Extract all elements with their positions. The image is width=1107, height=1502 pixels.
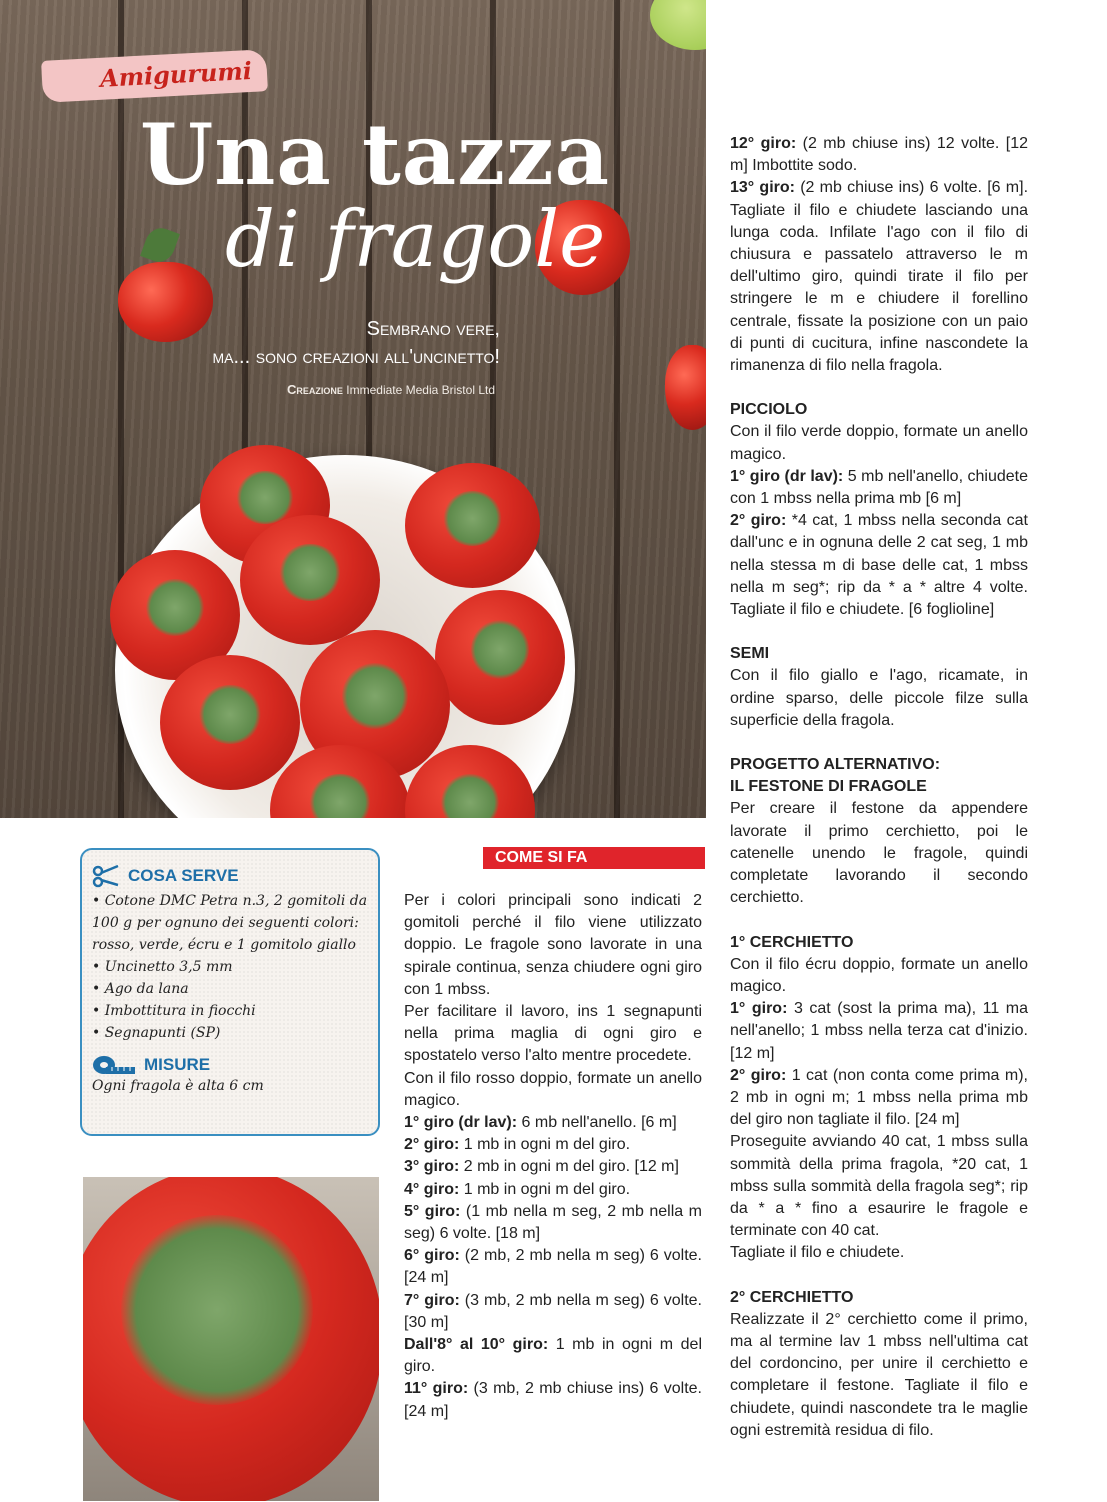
round-text: (1 mb nella m seg, 2 mb nella m seg) 6 volte. [18 m] xyxy=(404,1202,703,1243)
round-line xyxy=(730,466,1028,510)
hero-photo xyxy=(0,0,706,818)
credit-label: Creazione xyxy=(287,382,343,397)
round-line xyxy=(730,510,1028,621)
intro-paragraph: Per i colori principali sono indicati 2 gomitoli perché il filo viene utilizzato doppio. Le fragole sono lavorate in una spirale continua, senza chiudere ogni giro con 1 mbss. xyxy=(404,892,702,998)
round-line xyxy=(730,1065,1028,1132)
closeup-photo xyxy=(83,1177,379,1501)
paragraph: Realizzate il 2° cerchietto come il primo, ma al termine lav 1 mbss nell'ultima cat del cordoncino, per unire il cerchietto e completare il festone. Tagliate il filo e chiudete, quindi nascondete tra le maglie ogni estremità residua di filo. xyxy=(730,1310,1028,1439)
round-line xyxy=(404,1112,702,1134)
list-item: • Imbottitura in fiocchi xyxy=(92,1003,256,1019)
round-text: 1 mb in ogni m del giro. xyxy=(404,1336,702,1376)
cosa-serve-heading xyxy=(92,864,368,888)
round-line xyxy=(404,1334,702,1378)
cerchietto2-heading: 2° CERCHIETTO xyxy=(730,1288,854,1306)
misure-heading-label: MISURE xyxy=(144,1055,211,1074)
round-line xyxy=(404,1156,702,1178)
round-label: 11° giro: xyxy=(404,1380,469,1398)
list-item: • Segnapunti (SP) xyxy=(92,1025,221,1041)
round-label: 13° giro: xyxy=(730,179,795,197)
page-title: Una tazza xyxy=(140,105,611,204)
list-item: • Ago da lana xyxy=(92,981,189,997)
round-label: 1° giro (dr lav): xyxy=(404,1114,518,1132)
round-text: (3 mb, 2 mb chiuse ins) 6 volte. [24 m] xyxy=(404,1380,702,1420)
round-label: 2° giro: xyxy=(730,1066,787,1084)
round-text: 3 cat (sost la prima ma), 11 ma nell'anello; 1 mbss nella terza cat d'inizio. [12 m] xyxy=(730,1000,1028,1062)
round-text: (3 mb, 2 mb nella m seg) 6 volte. [30 m] xyxy=(404,1291,702,1331)
crochet-strawberry-image xyxy=(240,515,380,645)
round-text: 1 cat (non conta come prima m), 2 mb in ogni m; 1 mbss nella prima mb del giro non tagliate il filo. [24 m] xyxy=(730,1066,1028,1129)
round-label: 1° giro (dr lav): xyxy=(730,467,844,485)
round-line xyxy=(404,1179,702,1201)
round-line xyxy=(730,998,1028,1065)
credit-value: Immediate Media Bristol Ltd xyxy=(346,383,495,397)
come-si-fa-heading: COME SI FA xyxy=(483,847,705,869)
cerchietto1-heading: 1° CERCHIETTO xyxy=(730,933,854,951)
misure-text: Ogni fragola è alta 6 cm xyxy=(92,1078,264,1094)
round-line xyxy=(730,177,1028,377)
section-tag-label: Amigurumi xyxy=(99,55,253,93)
round-text: *4 cat, 1 mbss nella seconda cat dall'unc e in ognuna delle 2 cat seg, 1 mb nella stessa m di base delle cat, 1 mbss nella m seg*; rip da * a * altre 4 volte. Tagliate il filo e chiudete. [6 foglioline] xyxy=(730,512,1028,619)
paragraph: Per creare il festone da appendere lavorate il primo cerchietto, poi le catenelle unendo le fragole, quindi completate lavorando il secondo cerchietto. xyxy=(730,800,1028,907)
materials-list xyxy=(92,890,368,1044)
round-line xyxy=(404,1134,702,1156)
cosa-serve-heading-label: COSA SERVE xyxy=(128,866,239,885)
list-item: • Uncinetto 3,5 mm xyxy=(92,959,233,975)
round-text: 1 mb in ogni m del giro. xyxy=(459,1136,631,1154)
scissors-icon xyxy=(92,864,120,888)
cosa-serve-box xyxy=(80,848,380,1136)
paragraph: Con il filo verde doppio, formate un anello magico. xyxy=(730,423,1028,463)
subtitle-line1: Sembrano vere, xyxy=(366,318,500,340)
paragraph: Proseguite avviando 40 cat, 1 mbss sulla sommità della prima fragola, *20 cat, 1 mbss sulla sommità della fragola seg*; rip da * a * fino a esaurire le fragole e terminate con 40 cat. xyxy=(730,1133,1028,1240)
right-column xyxy=(730,133,1028,1442)
round-line xyxy=(730,133,1028,177)
semi-heading: SEMI xyxy=(730,645,770,663)
section-tag xyxy=(41,49,268,103)
intro-paragraph: Con il filo rosso doppio, formate un anello magico. xyxy=(404,1069,702,1109)
round-text: 2 mb in ogni m del giro. [12 m] xyxy=(459,1158,679,1176)
round-label: 3° giro: xyxy=(404,1158,460,1176)
strawberry-leaf-image xyxy=(140,224,180,266)
page-title-line2: di fragole xyxy=(225,195,606,285)
round-label: Dall'8° al 10° giro: xyxy=(404,1336,549,1354)
strawberry-image xyxy=(665,345,706,430)
misure-heading xyxy=(92,1054,368,1076)
paragraph: Con il filo écru doppio, formate un anello magico. xyxy=(730,955,1028,995)
round-text: (2 mb, 2 mb nella m seg) 6 volte. [24 m] xyxy=(404,1247,702,1287)
crochet-strawberry-image xyxy=(405,463,540,588)
middle-column xyxy=(404,890,702,1423)
crochet-strawberry-image xyxy=(160,655,300,790)
round-label: 2° giro: xyxy=(730,512,787,530)
alt-project-subheading: IL FESTONE DI FRAGOLE xyxy=(730,778,927,796)
round-label: 5° giro: xyxy=(404,1202,461,1220)
round-text: 6 mb nell'anello. [6 m] xyxy=(517,1114,677,1132)
round-label: 12° giro: xyxy=(730,135,797,152)
crochet-strawberry-closeup-image xyxy=(83,1177,379,1501)
intro-paragraph: Per facilitare il lavoro, ins 1 segnapunti nella prima maglia di ogni giro e spostatelo verso l'alto mentre procedete. xyxy=(404,1003,702,1065)
subtitle-line2: ma... sono creazioni all'uncinetto! xyxy=(212,346,500,368)
round-line xyxy=(404,1378,702,1422)
round-text: (2 mb chiuse ins) 6 volte. [6 m]. Tagliate il filo e chiudete lasciando una lunga coda. Infilate l'ago con il filo di chiusura e passatelo attraverso le m dell'ultimo giro, quindi tirate il filo per stringere le m e chiudere il forellino centrale, fissate la posizione con un paio di punti di cucitura, infine nascondete la rimanenza di filo nella fragola. xyxy=(730,179,1029,375)
round-label: 2° giro: xyxy=(404,1136,460,1154)
picciolo-heading: PICCIOLO xyxy=(730,401,808,419)
round-line xyxy=(404,1201,702,1245)
credit xyxy=(150,382,495,397)
apple-image xyxy=(650,0,706,50)
round-label: 1° giro: xyxy=(730,1000,788,1018)
tape-measure-icon xyxy=(92,1054,136,1076)
alt-project-heading: PROGETTO ALTERNATIVO: xyxy=(730,756,941,774)
round-label: 4° giro: xyxy=(404,1180,460,1198)
round-label: 6° giro: xyxy=(404,1247,460,1265)
subtitle xyxy=(150,315,500,371)
bowl-image xyxy=(115,455,575,818)
round-text: (2 mb chiuse ins) 12 volte. [12 m] Imbottite sodo. xyxy=(730,135,1029,175)
round-line xyxy=(404,1290,702,1334)
list-item: • Cotone DMC Petra n.3, 2 gomitoli da 100 g per ognuno dei seguenti colori: rosso, verde, écru e 1 gomitolo giallo xyxy=(92,893,368,953)
round-line xyxy=(404,1245,702,1289)
round-text: 5 mb nell'anello, chiudete con 1 mbss nella prima mb [6 m] xyxy=(730,467,1029,508)
paragraph: Con il filo giallo e l'ago, ricamate, in ordine sparso, delle piccole filze sulla superficie della fragola. xyxy=(730,667,1028,729)
round-text: 1 mb in ogni m del giro. xyxy=(459,1180,631,1198)
paragraph: Tagliate il filo e chiudete. xyxy=(730,1244,905,1262)
crochet-strawberry-image xyxy=(435,590,565,725)
round-label: 7° giro: xyxy=(404,1291,460,1309)
